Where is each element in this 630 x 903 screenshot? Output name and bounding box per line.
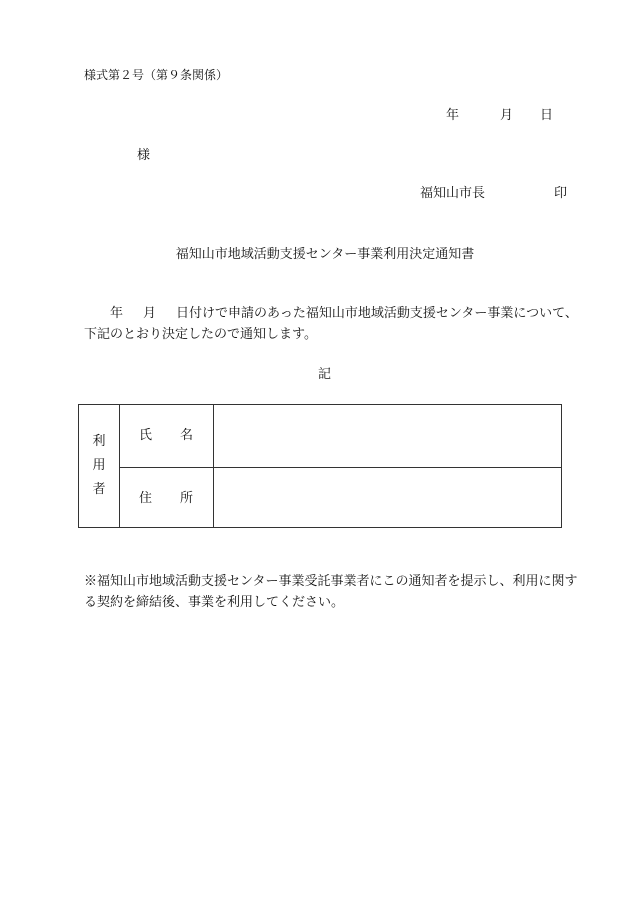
date-day: 日	[540, 108, 554, 123]
address-value-cell[interactable]	[214, 468, 561, 527]
user-group-label	[79, 405, 119, 527]
seal-mark: 印	[554, 186, 568, 201]
date-year: 年	[446, 108, 460, 123]
body-year: 年	[110, 306, 124, 321]
user-label-char: 用	[92, 458, 106, 473]
form-number: 様式第２号（第９条関係）	[84, 68, 229, 82]
name-value-cell[interactable]	[214, 405, 561, 467]
document-title: 福知山市地域活動支援センター事業利用決定通知書	[175, 247, 475, 262]
body-paragraph	[84, 303, 579, 345]
issuer-title: 福知山市長	[420, 186, 486, 201]
date-month: 月	[500, 108, 514, 123]
body-text-line1: 日付けで申請のあった福知山市地域活動支援センター事業について、	[176, 306, 578, 321]
name-label: 氏 名	[138, 428, 194, 443]
user-label-char: 利	[92, 434, 106, 449]
footnote: ※福知山市地域活動支援センター事業受託事業者にこの通知者を提示し、利用に関する契約を締結後、事業を利用してください。	[84, 574, 578, 610]
user-label-char: 者	[92, 482, 106, 497]
addressee-suffix: 様	[137, 148, 151, 163]
body-text-line2: 下記のとおり決定したので通知します。	[84, 327, 317, 342]
body-month: 月	[143, 306, 157, 321]
user-info-table	[78, 404, 562, 528]
address-label: 住 所	[138, 491, 194, 506]
ki-heading: 記	[318, 367, 332, 382]
